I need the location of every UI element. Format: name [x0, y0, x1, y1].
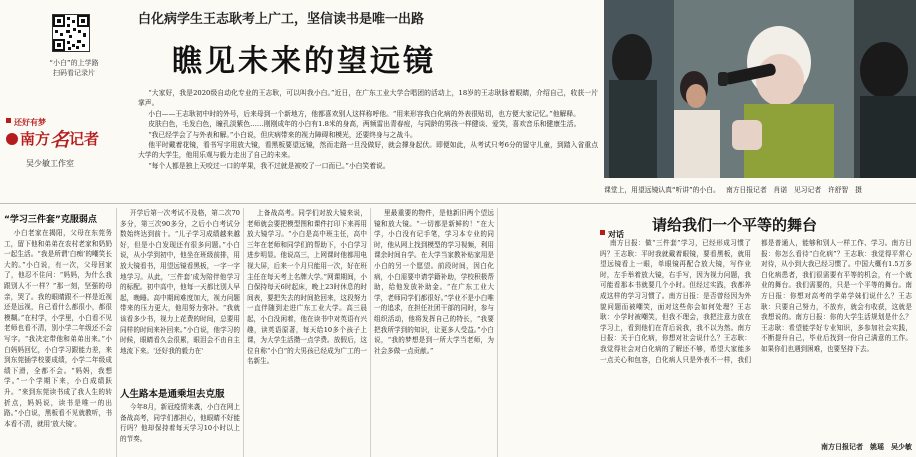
photo-caption — [604, 184, 916, 194]
news-photo — [604, 0, 916, 178]
lead-paragraph: 小白——王志耿初中时的外号，后来母到一个新地方，他都喜欢别人这样称呼他。“用来形容我白化病的外表很贴切，也方便大家记忆。”他解释。 — [148, 109, 580, 118]
column-tag — [6, 110, 86, 127]
column-rule — [497, 208, 498, 457]
brand-tail-text: 记者 — [69, 130, 100, 148]
column-tag-label: 还好有梦 — [14, 118, 46, 127]
column-rule — [243, 208, 244, 457]
photo-credit-text: 南方日报记者 肖诺 见习记者 许舒智 摄 — [725, 186, 862, 194]
lead-paragraph: “每个人都是独上天咬过一口的苹果，我不过就是被咬了一口而已。”小白笑着说。 — [148, 161, 390, 170]
headline-kicker: 白化病学生王志耿考上广工，坚信读书是唯一出路 — [138, 12, 425, 27]
lead-text — [138, 88, 598, 200]
section-b2-text: 今年8月，新冠疫情来袭，小白在网上备战高考，同学们都担心，他眼睛不好能行吗？他却保持着每天学习10小时以上的节奏。 — [120, 403, 240, 443]
column-brand — [6, 125, 118, 151]
dialogue-tag-label: 对话 — [608, 230, 624, 239]
section-d-text: 里最重要的物件，是他新旧两个望远镜和放大镜。“一切都是新鲜的！”在大学，小白没有记手笔，学习本专业的同时，他从网上找到模型的学习视频，利用课余时间自学。在大学当家教补贴家用是小白的另一个愿望。前段时间，因白化病，小白需要申请学籍补助，学校积极帮助，给他发放补助金。“在广东工业大学，老师同学们都很好。”学业不是小白唯一的追求，在担任社团干部的同时，参与组织活动，他将发挥自己的特长，“我要把我所学到的知识，让更多人受益。”小白说，“我的梦想是到一所大学当老师，为社会多做一点贡献。” — [374, 209, 494, 355]
brand-logo-icon — [6, 133, 18, 145]
lead-paragraph: “大家好，我是2020级自动化专业的王志耿，可以叫我小白。”近日，在广东工业大学合唱团的活动上，18岁的王志耿脉着眼睛，介绍自己，收获一片掌声。 — [138, 89, 598, 108]
qr-code-icon — [53, 15, 89, 51]
reporter-name: 吴少敏工作室 — [26, 159, 74, 168]
lead-paragraph: 他平时戴着花镜，看书写字用放大镜，看黑板要望远镜，然而走路一旦没做好，就会撑身起伏。即便如此，从考试只考6分的留守儿童，到踏入省重点大学的大学生，他用乐观与毅力走出了自己的未来。 — [138, 141, 598, 160]
square-bullet-icon — [6, 118, 11, 123]
lead-paragraph: “我已经学会了与外表和解。”小白说，但庆病带来的视力障碍和模光，还要终身与之战斗。 — [148, 130, 417, 139]
column-rule — [116, 208, 117, 457]
section-a-text: 小白老家在揭阳，父母在东莞务工，留下他和弟弟在农村老家和奶奶一起生活。“我是所谓‘白痴’的嘲笑长大的。”小白说，有一次，父母回家了，他忍不住问：“妈妈，为什么我跟别人不一样？”那一刻，坚强的母亲，哭了。我的眼睛跟不一样是近视还是远视，自己看什么都很小，都很模糊。”在村学，小学里，小白看不见老师也看不清，别小学二年级还不会写字。“我决定带他和弟弟出来。”小白妈妈回忆，小白学习跟能力差，来到东莞插学校要成绩，小学二年级成绩下滑，全都不会。“妈妈，我想学。”一个学期下来，小白成绩跃升。“来到东莞读书成了我人生的转折点，妈妈说，读书是唯一的出路。”小白说，黑板看不见就教听，书本看不清，就用‘放大镜’。 — [4, 229, 112, 428]
photo-caption-text: 课堂上，用望远镜认真“听讲”的小白。 — [604, 186, 720, 194]
section-c-text: 上备战高考。同学们对放大镜来说，老师就会要把模型图和课件打印下来再用放大镜学习。“小白是高中班主任，高中三年在老师和同学们的帮助下，小白学习进步明显。他说高三，上网课时他都用电视大屏，后来一个月只能用一次，好在班主任在每天考上名牌大学。”网课期间，小白保持每天6时起床，晚上23时休息的时间表，要把失去的时间抢回来，这段努力一直伴随到走进广东工业大学。高三晨起，小白没闲着，他在读书中对英语有兴趣，读英语原著，每天给10多个孩子上课，为大学生活攒一点学费。放假后，这位自称“小白”的大男孩已经成为广工的一名新生。 — [247, 209, 367, 366]
qr-caption: “小白”的上学路 扫码看记录片 — [49, 59, 99, 77]
qr-code[interactable] — [52, 14, 90, 52]
dialogue-credit: 南方日报记者 姚瑶 吴少敏 — [821, 443, 912, 451]
section-a-title: “学习三件套”克服弱点 — [4, 215, 97, 225]
square-bullet-icon — [600, 230, 605, 235]
classroom-photo-illustration — [604, 0, 916, 178]
page-title: 瞧见未来的望远镜 — [172, 44, 436, 79]
section-b-text: 开学后第一次考试不及格，第二次70多分，第三次90多分，之后小白考试分数始终达到前十。“儿子学习成绩越来越好，但是小白发现还有很多问题。”小白说，从小学到初中，他坐在班级前排，用放大镜看书，用望远镜看黑板，一字一字地学习。从此，‘三件套’成为陪伴他学习的标配。初中高中，他每一天都比别人早起，晚睡。高中期间难度加大，视力问题带来的压力更大，他用努力弥补。“我就该看多少书，视力上花费的时间，总要用同样的时间来补回来。”小白说，他学习的时候，眼睛看久会很累，眼泪会不由自主地流下来。‘还好我的毅力在' — [120, 209, 240, 355]
column-rule — [370, 208, 371, 457]
brand-red-text: 南方 — [20, 130, 51, 148]
dialogue-text: 南方日报：做“三件套”学习，已经形成习惯了吗？王志耿：平时我就戴着眼镜，要看黑板，就用望远镜看上一眼，单眼镜再配合放大镜，写作业时，左手举着放大镜，右手写，因为视力问题，我可能看那本书就要几个小时。但经过实践，我都养成这样的学习习惯了。南方日报：是否曾经因为外貌问题而被嘲笑，面对这些你会如何处理？王志耿：小学时被嘲笑，但我不理会，我把注意力放在学习上，看到他们在背后说我，我不以为然。南方日报：关于白化病，你想对社会说什么？王志耿：我觉得社会对白化病的了解还不够，希望大家能多一点关心和包容，白化病人只是外表不一样，我们都是普通人，能够和别人一样工作、学习。南方日报：你怎么看待“白化病”？王志耿：我觉得平常心对待，从小到大我已经习惯了。中国大概有1.5万多白化病患者，我们很需要有平等的机会，有一个就业的舞台。我们需要的，只是一个平等的舞台。南方日报：你想对高考的学弟学妹们说什么？王志耿：只要自己努力，不放弃，就会有收获，这就是我想说的。南方日报：你的大学生活规划是什么？王志耿：希望能学好专业知识，多参加社会实践，不断提升自己，毕业后找到一份自己满意的工作。如果你们也遇到困难，也要坚持下去。 — [600, 239, 912, 364]
dialogue-title: 请给我们一个平等的舞台 — [652, 216, 818, 234]
lead-paragraph: 皮肤白色，毛发白色，瞳孔淡紫色……刚刚成年的小白有1.8米的身高，两频雷出青春痘，与同龄的男孩一样健谈、爱笑，喜欢音乐和健康生活。 — [148, 120, 581, 129]
section-b2-title: 人生路本是通乘坦去克服 — [120, 389, 225, 400]
section-divider — [0, 203, 916, 204]
brand-big-text: 名 — [50, 129, 70, 151]
